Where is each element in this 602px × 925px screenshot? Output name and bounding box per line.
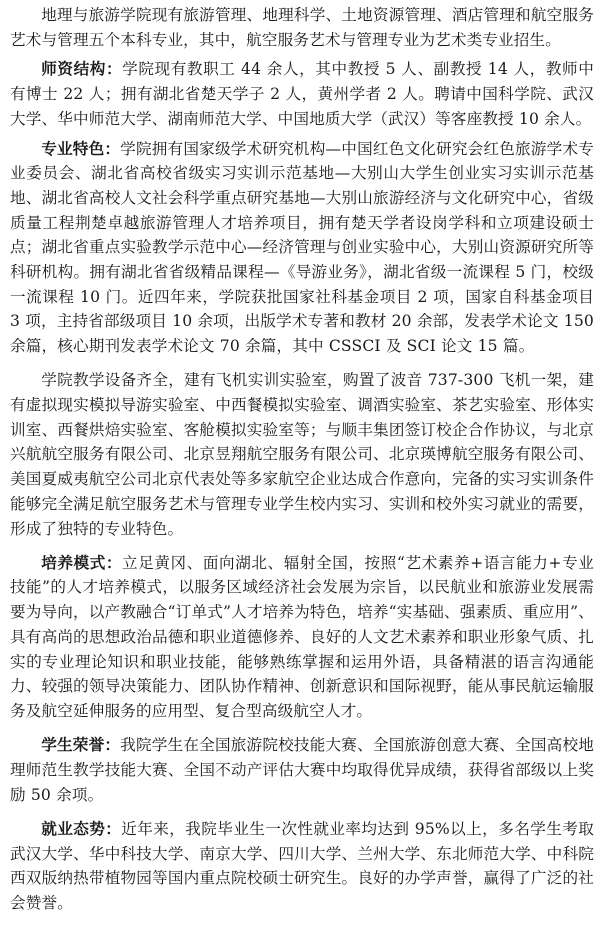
paragraph-training-model [10, 551, 594, 724]
paragraph-text: 学院现有教职工 44 余人，其中教授 5 人、副教授 14 人，教师中有博士 22 人；拥有湖北省楚天学子 2 人，黄州学者 2 人。聘请中国科学院、武汉大学、华中师范大学、湖南师范大学、中国地质大学（武汉）等客座教授 10 余人。 [10, 60, 594, 128]
paragraph-text: 近年来，我院毕业生一次性就业率均达到 95%以上，多名学生考取武汉大学、华中科技大学、南京大学、四川大学、兰州大学、东北师范大学、中科院西双版纳热带植物园等国内重点院校硕士研究生。良好的办学声誉，赢得了广泛的社会赞誉。 [10, 819, 594, 912]
paragraph-facilities [10, 368, 594, 541]
paragraph-program-features [10, 137, 594, 359]
paragraph-text: 我院学生在全国旅游院校技能大赛、全国旅游创意大赛、全国高校地理师范生教学技能大赛、全国不动产评估大赛中均取得优异成绩，获得省部级以上奖励 50 余项。 [10, 736, 594, 804]
paragraph-heading: 学生荣誉： [41, 735, 121, 755]
paragraph-text: 立足黄冈、面向湖北、辐射全国，按照“艺术素养+语言能力+专业技能”的人才培养模式，以服务区域经济社会发展为宗旨，以民航业和旅游业发展需要为导向，以产教融合“订单式”人才培养为特色，培养“实基础、强素质、重应用”、具有高尚的思想政治品德和职业道德修养、良好的人文艺术素养和职业形象气质、扎实的专业理论知识和职业技能，能够熟练掌握和运用外语，具备精湛的语言沟通能力、较强的领导决策能力、团队协作精神、创新意识和国际视野，能从事民航运输服务及航空延伸服务的应用型、复合型高级航空人才。 [10, 553, 594, 720]
paragraph-heading: 培养模式： [41, 552, 123, 572]
paragraph-text: 学院教学设备齐全，建有飞机实训实验室，购置了波音 737-300 飞机一架，建有虚拟现实模拟导游实验室、中西餐模拟实验室、调酒实验室、茶艺实验室、形体实训室、西餐烘焙实验室、客舱模拟实验室等；与顺丰集团签订校企合作协议，与北京兴航航空服务有限公司、北京昱翔航空服务有限公司、北京瑛博航空服务有限公司、美国夏威夷航空公司北京代表处等多家航空企业达成合作意向，完备的实习实训条件能够完全满足航空服务艺术与管理专业学生校内实习、实训和校外实习就业的需要，形成了独特的专业特色。 [10, 371, 594, 538]
paragraph-text: 地理与旅游学院现有旅游管理、地理科学、土地资源管理、酒店管理和航空服务艺术与管理五个本科专业，其中，航空服务艺术与管理专业为艺术类专业招生。 [10, 6, 594, 49]
document-body [10, 3, 594, 925]
paragraph-faculty-structure [10, 57, 594, 131]
paragraph-heading: 就业态势： [41, 818, 122, 838]
paragraph-heading: 师资结构： [41, 59, 123, 79]
paragraph-employment [10, 817, 594, 916]
paragraph-student-honors [10, 733, 594, 807]
paragraph-heading: 专业特色： [41, 138, 121, 158]
paragraph-text: 学院拥有国家级学术研究机构—中国红色文化研究会红色旅游学术专业委员会、湖北省高校省级实习实训示范基地—大别山大学生创业实习实训示范基地、湖北省高校人文社会科学重点研究基地—大别山旅游经济与文化研究中心，省级质量工程荆楚卓越旅游管理人才培养项目，拥有楚天学者设岗学科和立项建设硕士点；湖北省重点实验教学示范中心—经济管理与创业实验中心，大别山资源研究所等科研机构。拥有湖北省省级精品课程—《导游业务》，湖北省级一流课程 5 门，校级一流课程 10 门。近四年来，学院获批国家社科基金项目 2 项，国家自科基金项目 3 项，主持省部级项目 10 余项，出版学术专著和教材 20 余部，发表学术论文 150 余篇，核心期刊发表学术论文 70 余篇，其中 CSSCI 及 SCI 论文 15 篇。 [10, 139, 594, 356]
paragraph-intro [10, 3, 594, 52]
